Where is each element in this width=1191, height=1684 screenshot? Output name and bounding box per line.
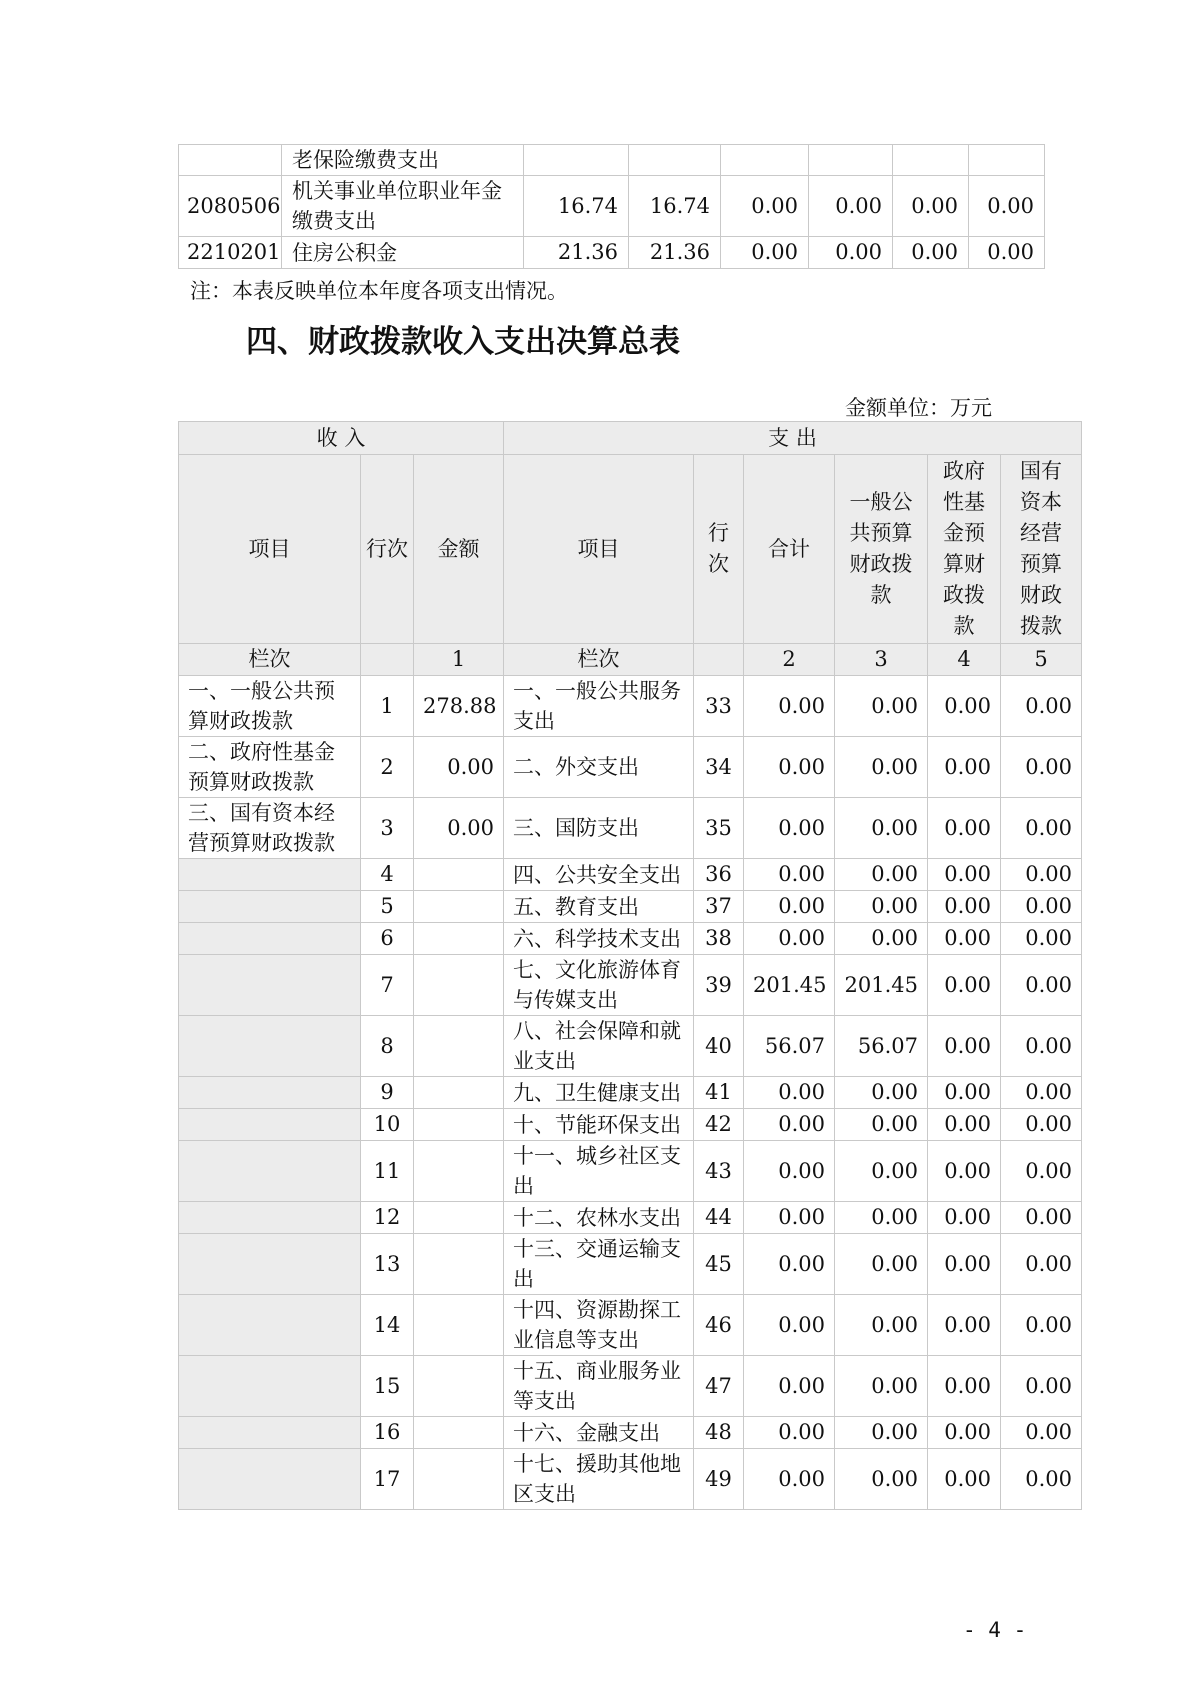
expense-item: 十一、城乡社区支出 xyxy=(504,1141,694,1202)
income-item xyxy=(179,859,361,891)
income-amount xyxy=(414,891,504,923)
general-budget-amount: 0.00 xyxy=(835,1141,928,1202)
amount-cell: 0.00 xyxy=(809,237,893,269)
fund-budget-amount: 0.00 xyxy=(928,1234,1001,1295)
income-amount xyxy=(414,859,504,891)
col-income-amount: 金额 xyxy=(414,455,504,644)
expense-item: 六、科学技术支出 xyxy=(504,923,694,955)
fiscal-summary-table xyxy=(178,421,1082,1510)
expense-row-no: 47 xyxy=(694,1356,744,1417)
total-amount: 0.00 xyxy=(744,859,835,891)
amount-cell xyxy=(524,145,629,176)
section-title: 四、财政拨款收入支出决算总表 xyxy=(246,324,680,360)
unit-label: 金额单位：万元 xyxy=(845,396,992,420)
fund-budget-amount: 0.00 xyxy=(928,955,1001,1016)
expense-row-no: 39 xyxy=(694,955,744,1016)
income-row-no: 16 xyxy=(361,1417,414,1449)
income-amount xyxy=(414,1234,504,1295)
income-item xyxy=(179,1141,361,1202)
general-budget-amount: 0.00 xyxy=(835,676,928,737)
amount-cell: 0.00 xyxy=(721,176,809,237)
income-row-no: 14 xyxy=(361,1295,414,1356)
expense-row-no: 40 xyxy=(694,1016,744,1077)
table-row xyxy=(179,1417,1082,1449)
amount-cell: 0.00 xyxy=(809,176,893,237)
col-index-income-label: 栏次 xyxy=(179,644,361,676)
table-row xyxy=(179,1202,1082,1234)
income-amount xyxy=(414,1202,504,1234)
state-capital-amount: 0.00 xyxy=(1001,955,1082,1016)
income-row-no: 9 xyxy=(361,1077,414,1109)
income-header: 收 入 xyxy=(179,422,504,455)
general-budget-amount: 0.00 xyxy=(835,891,928,923)
col-expense-row-no: 行次 xyxy=(694,455,744,644)
general-budget-amount: 0.00 xyxy=(835,1234,928,1295)
general-budget-amount: 201.45 xyxy=(835,955,928,1016)
expense-item: 十三、交通运输支出 xyxy=(504,1234,694,1295)
expense-row-no: 36 xyxy=(694,859,744,891)
income-row-no: 3 xyxy=(361,798,414,859)
total-amount: 0.00 xyxy=(744,1417,835,1449)
expense-row-no: 43 xyxy=(694,1141,744,1202)
amount-cell: 21.36 xyxy=(629,237,721,269)
expense-item: 九、卫生健康支出 xyxy=(504,1077,694,1109)
total-amount: 0.00 xyxy=(744,1449,835,1510)
col-index-general: 3 xyxy=(835,644,928,676)
expense-item: 十、节能环保支出 xyxy=(504,1109,694,1141)
general-budget-amount: 0.00 xyxy=(835,1202,928,1234)
expense-row-no: 44 xyxy=(694,1202,744,1234)
fund-budget-amount: 0.00 xyxy=(928,1109,1001,1141)
income-amount: 278.88 xyxy=(414,676,504,737)
income-row-no: 15 xyxy=(361,1356,414,1417)
state-capital-amount: 0.00 xyxy=(1001,859,1082,891)
table-row xyxy=(179,955,1082,1016)
total-amount: 0.00 xyxy=(744,923,835,955)
general-budget-amount: 0.00 xyxy=(835,737,928,798)
state-capital-amount: 0.00 xyxy=(1001,1141,1082,1202)
function-code xyxy=(179,145,282,176)
fund-budget-amount: 0.00 xyxy=(928,1202,1001,1234)
total-amount: 0.00 xyxy=(744,1109,835,1141)
col-general-budget: 一般公共预算财政拨款 xyxy=(835,455,928,644)
amount-cell xyxy=(809,145,893,176)
col-index-expense-label: 栏次 xyxy=(504,644,694,676)
table-row xyxy=(179,798,1082,859)
table-row xyxy=(179,1141,1082,1202)
income-amount xyxy=(414,1356,504,1417)
fund-budget-amount: 0.00 xyxy=(928,676,1001,737)
table-row xyxy=(179,237,1045,269)
general-budget-amount: 0.00 xyxy=(835,1295,928,1356)
expense-row-no: 33 xyxy=(694,676,744,737)
expense-row-no: 35 xyxy=(694,798,744,859)
expense-row-no: 42 xyxy=(694,1109,744,1141)
income-item xyxy=(179,1202,361,1234)
income-row-no: 6 xyxy=(361,923,414,955)
function-code: 2080506 xyxy=(179,176,282,237)
amount-cell xyxy=(721,145,809,176)
col-index-state: 5 xyxy=(1001,644,1082,676)
income-item: 一、一般公共预算财政拨款 xyxy=(179,676,361,737)
fund-budget-amount: 0.00 xyxy=(928,1141,1001,1202)
income-item xyxy=(179,1449,361,1510)
expense-item: 十五、商业服务业等支出 xyxy=(504,1356,694,1417)
total-amount: 0.00 xyxy=(744,1202,835,1234)
income-item: 二、政府性基金预算财政拨款 xyxy=(179,737,361,798)
table-row xyxy=(179,737,1082,798)
expense-item: 五、教育支出 xyxy=(504,891,694,923)
function-code: 2210201 xyxy=(179,237,282,269)
income-amount: 0.00 xyxy=(414,737,504,798)
table-row xyxy=(179,1295,1082,1356)
expense-row-no: 38 xyxy=(694,923,744,955)
income-row-no: 17 xyxy=(361,1449,414,1510)
table-row xyxy=(179,676,1082,737)
col-index-total: 2 xyxy=(744,644,835,676)
total-amount: 0.00 xyxy=(744,1234,835,1295)
fund-budget-amount: 0.00 xyxy=(928,1449,1001,1510)
expense-row-no: 45 xyxy=(694,1234,744,1295)
amount-cell: 16.74 xyxy=(629,176,721,237)
income-amount xyxy=(414,1417,504,1449)
expense-item: 二、外交支出 xyxy=(504,737,694,798)
table-row xyxy=(179,891,1082,923)
income-row-no: 4 xyxy=(361,859,414,891)
expense-row-no: 48 xyxy=(694,1417,744,1449)
col-index-fund: 4 xyxy=(928,644,1001,676)
col-state-capital-budget: 国有资本经营预算财政拨款 xyxy=(1001,455,1082,644)
expense-item: 十六、金融支出 xyxy=(504,1417,694,1449)
page-number: - 4 - xyxy=(963,1618,1027,1642)
amount-cell: 0.00 xyxy=(893,237,969,269)
col-income-row-no: 行次 xyxy=(361,455,414,644)
expense-row-no: 34 xyxy=(694,737,744,798)
total-amount: 0.00 xyxy=(744,737,835,798)
income-row-no: 8 xyxy=(361,1016,414,1077)
expense-item: 十四、资源勘探工业信息等支出 xyxy=(504,1295,694,1356)
general-budget-amount: 0.00 xyxy=(835,798,928,859)
state-capital-amount: 0.00 xyxy=(1001,1109,1082,1141)
state-capital-amount: 0.00 xyxy=(1001,1234,1082,1295)
general-budget-amount: 0.00 xyxy=(835,1417,928,1449)
expense-item: 一、一般公共服务支出 xyxy=(504,676,694,737)
total-amount: 0.00 xyxy=(744,1141,835,1202)
amount-cell xyxy=(629,145,721,176)
total-amount: 0.00 xyxy=(744,1077,835,1109)
income-row-no: 5 xyxy=(361,891,414,923)
general-budget-amount: 0.00 xyxy=(835,1109,928,1141)
amount-cell: 21.36 xyxy=(524,237,629,269)
state-capital-amount: 0.00 xyxy=(1001,891,1082,923)
amount-cell xyxy=(893,145,969,176)
table-row xyxy=(179,1234,1082,1295)
income-amount xyxy=(414,1449,504,1510)
table-row xyxy=(179,176,1045,237)
col-index-blank xyxy=(361,644,414,676)
function-name: 住房公积金 xyxy=(282,237,524,269)
table-row xyxy=(179,1449,1082,1510)
table-row xyxy=(179,859,1082,891)
income-row-no: 1 xyxy=(361,676,414,737)
col-fund-budget: 政府性基金预算财政拨款 xyxy=(928,455,1001,644)
total-amount: 0.00 xyxy=(744,1356,835,1417)
fund-budget-amount: 0.00 xyxy=(928,923,1001,955)
expense-row-no: 46 xyxy=(694,1295,744,1356)
income-row-no: 13 xyxy=(361,1234,414,1295)
income-item xyxy=(179,1417,361,1449)
income-item xyxy=(179,1356,361,1417)
expense-row-no: 49 xyxy=(694,1449,744,1510)
income-row-no: 11 xyxy=(361,1141,414,1202)
state-capital-amount: 0.00 xyxy=(1001,1356,1082,1417)
col-index-amount: 1 xyxy=(414,644,504,676)
expense-row-no: 37 xyxy=(694,891,744,923)
expense-item: 四、公共安全支出 xyxy=(504,859,694,891)
function-name: 老保险缴费支出 xyxy=(282,145,524,176)
state-capital-amount: 0.00 xyxy=(1001,923,1082,955)
expense-item: 八、社会保障和就业支出 xyxy=(504,1016,694,1077)
state-capital-amount: 0.00 xyxy=(1001,737,1082,798)
general-budget-amount: 56.07 xyxy=(835,1016,928,1077)
total-amount: 0.00 xyxy=(744,676,835,737)
fund-budget-amount: 0.00 xyxy=(928,737,1001,798)
income-amount xyxy=(414,1141,504,1202)
expenditure-detail-table xyxy=(178,144,1045,269)
fund-budget-amount: 0.00 xyxy=(928,798,1001,859)
total-amount: 0.00 xyxy=(744,891,835,923)
col-income-item: 项目 xyxy=(179,455,361,644)
table-row xyxy=(179,145,1045,176)
income-row-no: 10 xyxy=(361,1109,414,1141)
income-row-no: 12 xyxy=(361,1202,414,1234)
col-total: 合计 xyxy=(744,455,835,644)
income-item xyxy=(179,1077,361,1109)
fund-budget-amount: 0.00 xyxy=(928,1077,1001,1109)
income-amount xyxy=(414,1016,504,1077)
income-item xyxy=(179,1109,361,1141)
amount-cell: 16.74 xyxy=(524,176,629,237)
income-item xyxy=(179,891,361,923)
income-amount: 0.00 xyxy=(414,798,504,859)
amount-cell: 0.00 xyxy=(969,237,1045,269)
state-capital-amount: 0.00 xyxy=(1001,1077,1082,1109)
expense-item: 三、国防支出 xyxy=(504,798,694,859)
fund-budget-amount: 0.00 xyxy=(928,859,1001,891)
table-row xyxy=(179,923,1082,955)
amount-cell: 0.00 xyxy=(893,176,969,237)
table-note: 注：本表反映单位本年度各项支出情况。 xyxy=(190,279,568,303)
expense-item: 十七、援助其他地区支出 xyxy=(504,1449,694,1510)
expense-row-no: 41 xyxy=(694,1077,744,1109)
function-name: 机关事业单位职业年金缴费支出 xyxy=(282,176,524,237)
total-amount: 0.00 xyxy=(744,1295,835,1356)
general-budget-amount: 0.00 xyxy=(835,1356,928,1417)
state-capital-amount: 0.00 xyxy=(1001,798,1082,859)
fund-budget-amount: 0.00 xyxy=(928,891,1001,923)
table-row xyxy=(179,1016,1082,1077)
state-capital-amount: 0.00 xyxy=(1001,1449,1082,1510)
income-amount xyxy=(414,923,504,955)
income-item xyxy=(179,1295,361,1356)
income-item xyxy=(179,955,361,1016)
income-amount xyxy=(414,1077,504,1109)
fund-budget-amount: 0.00 xyxy=(928,1016,1001,1077)
total-amount: 0.00 xyxy=(744,798,835,859)
table-row xyxy=(179,1356,1082,1417)
table-row xyxy=(179,1077,1082,1109)
expense-item: 七、文化旅游体育与传媒支出 xyxy=(504,955,694,1016)
income-amount xyxy=(414,1295,504,1356)
income-amount xyxy=(414,955,504,1016)
fund-budget-amount: 0.00 xyxy=(928,1295,1001,1356)
income-amount xyxy=(414,1109,504,1141)
state-capital-amount: 0.00 xyxy=(1001,676,1082,737)
col-expense-item: 项目 xyxy=(504,455,694,644)
general-budget-amount: 0.00 xyxy=(835,1077,928,1109)
general-budget-amount: 0.00 xyxy=(835,1449,928,1510)
income-row-no: 7 xyxy=(361,955,414,1016)
state-capital-amount: 0.00 xyxy=(1001,1295,1082,1356)
expense-header: 支 出 xyxy=(504,422,1082,455)
table-row xyxy=(179,1109,1082,1141)
general-budget-amount: 0.00 xyxy=(835,859,928,891)
state-capital-amount: 0.00 xyxy=(1001,1016,1082,1077)
income-item xyxy=(179,923,361,955)
total-amount: 56.07 xyxy=(744,1016,835,1077)
general-budget-amount: 0.00 xyxy=(835,923,928,955)
income-item xyxy=(179,1016,361,1077)
amount-cell: 0.00 xyxy=(969,176,1045,237)
amount-cell: 0.00 xyxy=(721,237,809,269)
amount-cell xyxy=(969,145,1045,176)
fund-budget-amount: 0.00 xyxy=(928,1417,1001,1449)
fund-budget-amount: 0.00 xyxy=(928,1356,1001,1417)
state-capital-amount: 0.00 xyxy=(1001,1202,1082,1234)
income-item: 三、国有资本经营预算财政拨款 xyxy=(179,798,361,859)
col-index-blank xyxy=(694,644,744,676)
total-amount: 201.45 xyxy=(744,955,835,1016)
state-capital-amount: 0.00 xyxy=(1001,1417,1082,1449)
expense-item: 十二、农林水支出 xyxy=(504,1202,694,1234)
income-row-no: 2 xyxy=(361,737,414,798)
income-item xyxy=(179,1234,361,1295)
